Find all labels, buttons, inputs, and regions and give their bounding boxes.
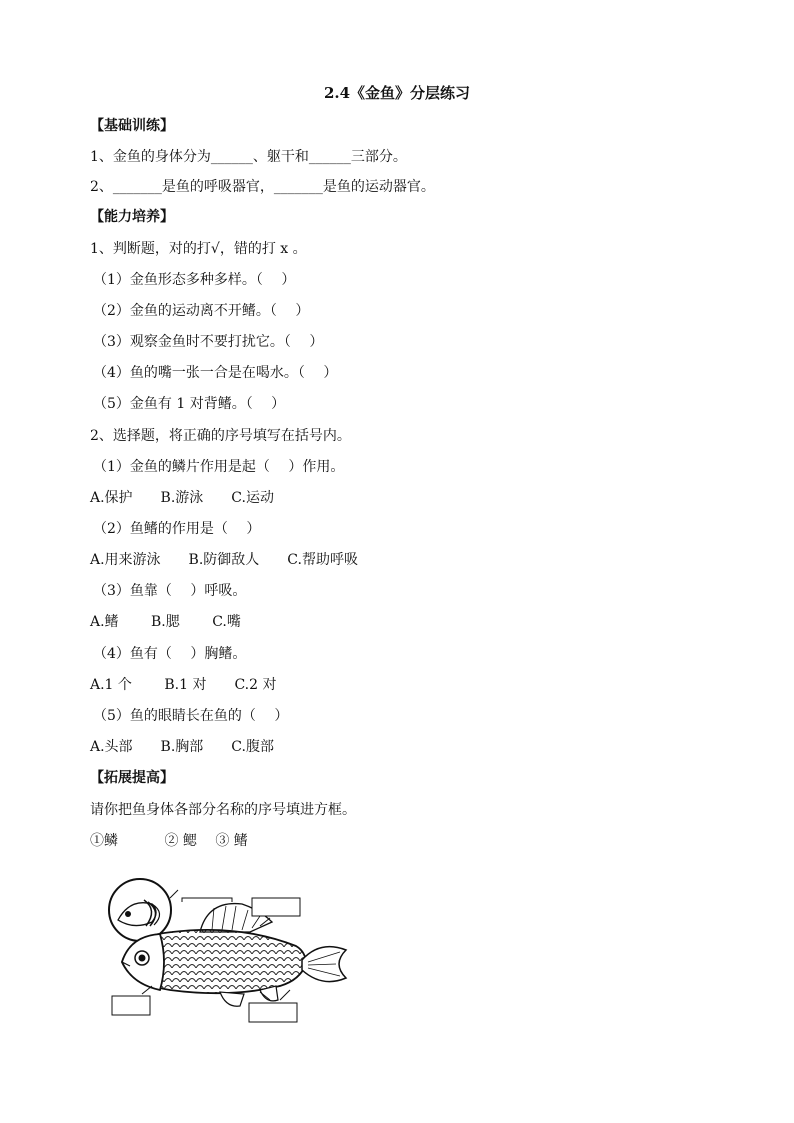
basic-question-2: 2、_______是鱼的呼吸器官，_______是鱼的运动器官。	[90, 179, 435, 195]
gill-inset-circle	[109, 879, 171, 941]
fish-diagram	[100, 870, 360, 1030]
section-basic-heading: 【基础训练】	[90, 118, 174, 134]
choice-options-2: A.用来游泳 B.防御敌人 C.帮助呼吸	[90, 552, 358, 568]
extend-prompt: 请你把鱼身体各部分名称的序号填进方框。	[90, 802, 356, 818]
choice-options-3: A.鳍 B.腮 C.嘴	[90, 614, 241, 630]
extend-options: ①鳞 ② 鳃 ③ 鳍	[90, 833, 248, 849]
choice-question-4: （4）鱼有（ ）胸鳍。	[93, 646, 247, 662]
gill-bracket	[182, 898, 232, 902]
judge-prompt: 1、判断题，对的打√，错的打 x 。	[90, 241, 307, 257]
pelvic-fin	[220, 992, 244, 1006]
choice-question-2: （2）鱼鳍的作用是（ ）	[93, 521, 261, 537]
page-title: 2.4《金鱼》分层练习	[323, 84, 471, 102]
choice-question-3: （3）鱼靠（ ）呼吸。	[93, 583, 247, 599]
label-box-head[interactable]	[112, 996, 150, 1015]
choice-question-1: （1）金鱼的鳞片作用是起（ ）作用。	[93, 459, 345, 475]
choice-prompt: 2、选择题，将正确的序号填写在括号内。	[90, 428, 351, 444]
judge-item-5: （5）金鱼有 1 对背鳍。（ ）	[93, 396, 286, 412]
gill-pointer-line	[170, 890, 178, 898]
section-ability-heading: 【能力培养】	[90, 209, 174, 225]
choice-options-1: A.保护 B.游泳 C.运动	[90, 490, 274, 506]
choice-question-5: （5）鱼的眼睛长在鱼的（ ）	[93, 708, 289, 724]
basic-question-1: 1、金鱼的身体分为______、躯干和______三部分。	[90, 149, 407, 165]
section-extend-heading: 【拓展提高】	[90, 770, 174, 786]
judge-item-3: （3）观察金鱼时不要打扰它。（ ）	[93, 334, 324, 350]
label-box-scales[interactable]	[249, 1003, 297, 1022]
judge-item-2: （2）金鱼的运动离不开鳍。（ ）	[93, 303, 310, 319]
choice-options-5: A.头部 B.胸部 C.腹部	[90, 739, 274, 755]
label-box-fin[interactable]	[252, 898, 300, 916]
choice-options-4: A.1 个 B.1 对 C.2 对	[90, 677, 277, 693]
judge-item-4: （4）鱼的嘴一张一合是在喝水。（ ）	[93, 365, 338, 381]
judge-item-1: （1）金鱼形态多种多样。（ ）	[93, 272, 296, 288]
